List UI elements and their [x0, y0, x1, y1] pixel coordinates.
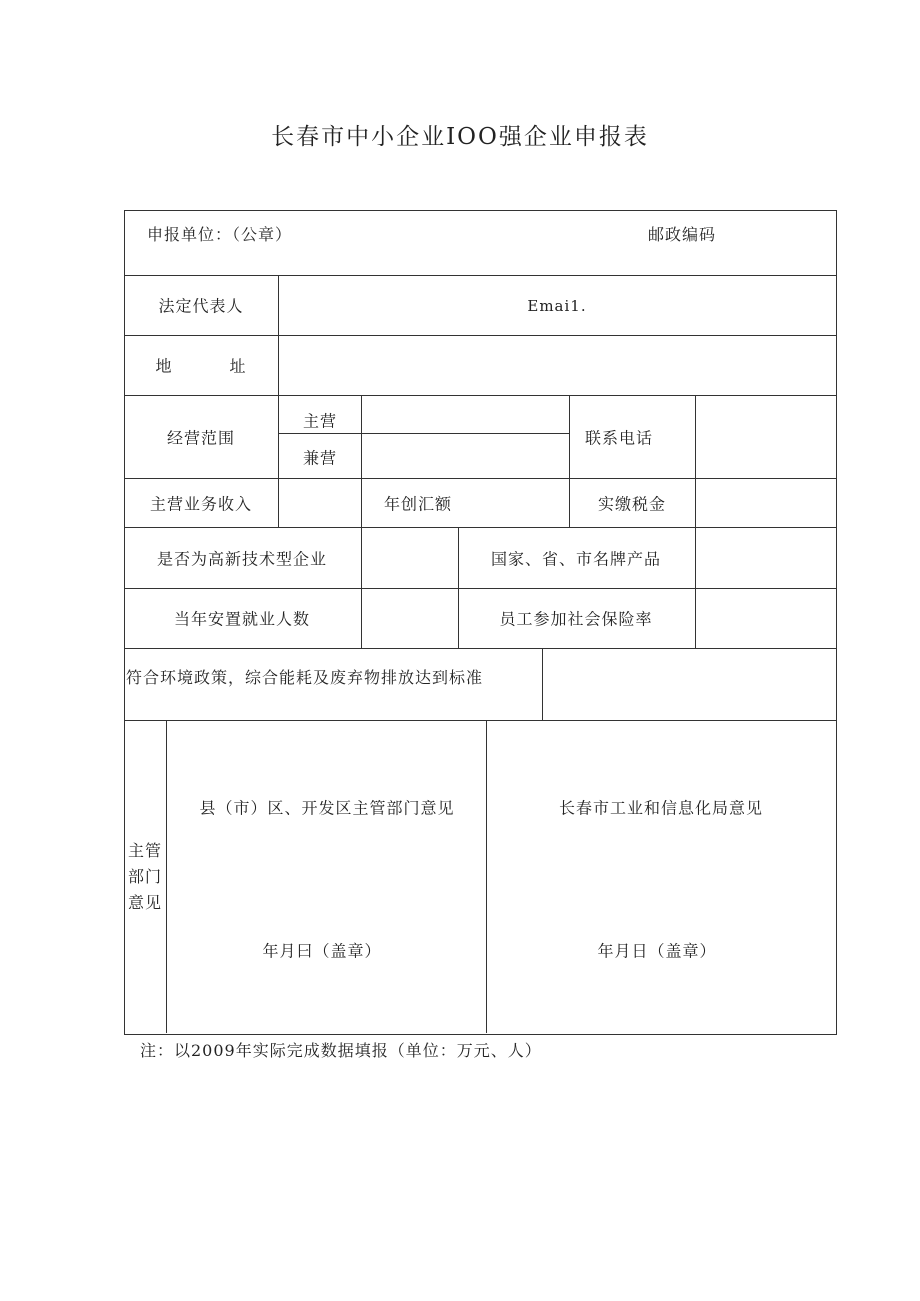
- row-divider: [124, 275, 836, 276]
- main-business-label: 主营: [302, 411, 338, 431]
- city-date-stamp-label: 年月日（盖章）: [597, 941, 717, 961]
- side-business-label: 兼营: [302, 448, 338, 468]
- row-divider: [124, 720, 836, 721]
- postal-code-label: 邮政编码: [648, 225, 717, 244]
- dept-opinion-line-1: 主管: [127, 841, 162, 860]
- column-divider: [695, 395, 696, 648]
- column-divider: [361, 395, 362, 648]
- row-divider: [278, 433, 569, 434]
- dept-opinion-label: [125, 838, 165, 916]
- brand-products-label: 国家、省、市名牌产品: [490, 549, 662, 569]
- main-revenue-label: 主营业务收入: [149, 494, 253, 514]
- email-label: Emai1.: [527, 297, 587, 315]
- high-tech-label: 是否为高新技术型企业: [156, 549, 328, 569]
- applicant-label: 申报单位：（公章）: [147, 225, 293, 244]
- business-scope-label: 经营范围: [166, 428, 236, 448]
- row-divider: [124, 478, 836, 479]
- county-opinion-label: 县（市）区、开发区主管部门意见: [199, 798, 455, 818]
- column-divider: [486, 720, 487, 1033]
- row-divider: [124, 527, 836, 528]
- social-insurance-label: 员工参加社会保险率: [499, 609, 653, 629]
- row-divider: [124, 648, 836, 649]
- column-divider: [278, 275, 279, 528]
- county-date-stamp-label: 年月曰（盖章）: [262, 941, 382, 961]
- dept-opinion-line-3: 意见: [127, 893, 162, 912]
- column-divider: [458, 527, 459, 648]
- city-opinion-label: 长春市工业和信息化局意见: [558, 798, 764, 818]
- phone-label: 联系电话: [584, 428, 654, 448]
- legal-representative-label: 法定代表人: [158, 296, 244, 316]
- environment-label: 符合环境政策，综合能耗及废弃物排放达到标准: [126, 668, 484, 687]
- employment-label: 当年安置就业人数: [173, 609, 311, 629]
- page-title: 长春市中小企业IOO强企业申报表: [271, 124, 649, 150]
- annual-earnings-label: 年创汇额: [383, 494, 453, 514]
- address-label-part1: 地: [155, 356, 173, 376]
- column-divider: [569, 395, 570, 528]
- column-divider: [166, 720, 167, 1033]
- row-divider: [124, 588, 836, 589]
- tax-paid-label: 实缴税金: [597, 494, 667, 514]
- column-divider: [542, 648, 543, 720]
- footnote: 注：以2009年实际完成数据填报（单位：万元、人）: [140, 1041, 542, 1060]
- dept-opinion-line-2: 部门: [127, 867, 162, 886]
- row-divider: [124, 335, 836, 336]
- row-divider: [124, 395, 836, 396]
- address-label-part2: 址: [229, 356, 247, 376]
